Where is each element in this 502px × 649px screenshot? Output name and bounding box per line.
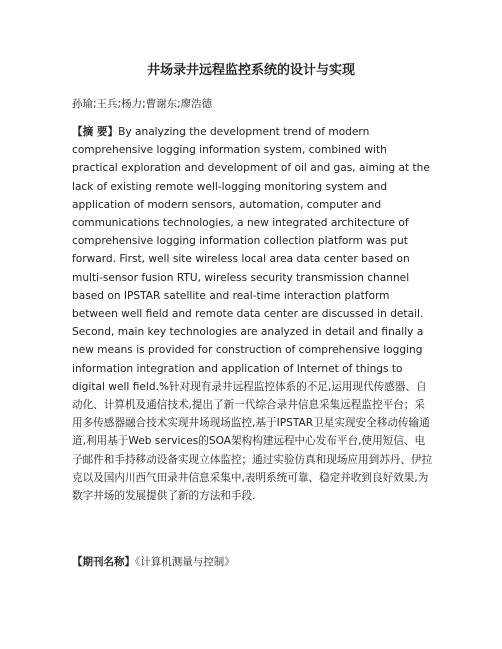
author-list: 孙瑜;王兵;杨力;曹谢东;廖浩德 [72,98,213,110]
journal-name: 《计算机测量与控制》 [135,556,235,568]
abstract-label: 【摘 要】 [72,126,119,138]
journal-info [72,555,235,569]
abstract-text: By analyzing the development trend of modern comprehensive logging information system, combined with practical exploration and development of oil and gas, aiming at the lack of existing remote well-logging monitoring system and application of modern sensors, automation, computer and communications technologies, a new integrated architecture of comprehensive logging information collection platform was put forward. First, well site wireless local area data center based on multi-sensor fusion RTU, wireless security transmission channel based on IPSTAR satellite and real-time interaction platform between well field and remote data center are discussed in detail. Second, main key technologies are analyzed in detail and finally a new means is provided for construction of comprehensive logging information integration and application of Internet of things to digital well field.%针对现有录井远程监控体系的不足,运用现代传感器、自动化、计算机及通信技术,提出了新一代综合录井信息采集远程监控平台；采用多传感器融合技术实现井场现场监控,基于IPSTAR卫星实现安全移动传输通道,利用基于Web services的SOA架构构建远程中心发布平台,使用短信、电子邮件和手持移动设备实现立体监控；通过实验仿真和现场应用到苏丹、伊拉克以及国内川西气田录井信息采集中,表明系统可靠、稳定并收到良好效果,为数字井场的发展提供了新的方法和手段. [72,126,433,503]
journal-label: 【期刊名称】 [72,556,135,568]
abstract-block [72,123,434,505]
document-title: 井场录井远程监控系统的设计与实现 [146,63,355,78]
